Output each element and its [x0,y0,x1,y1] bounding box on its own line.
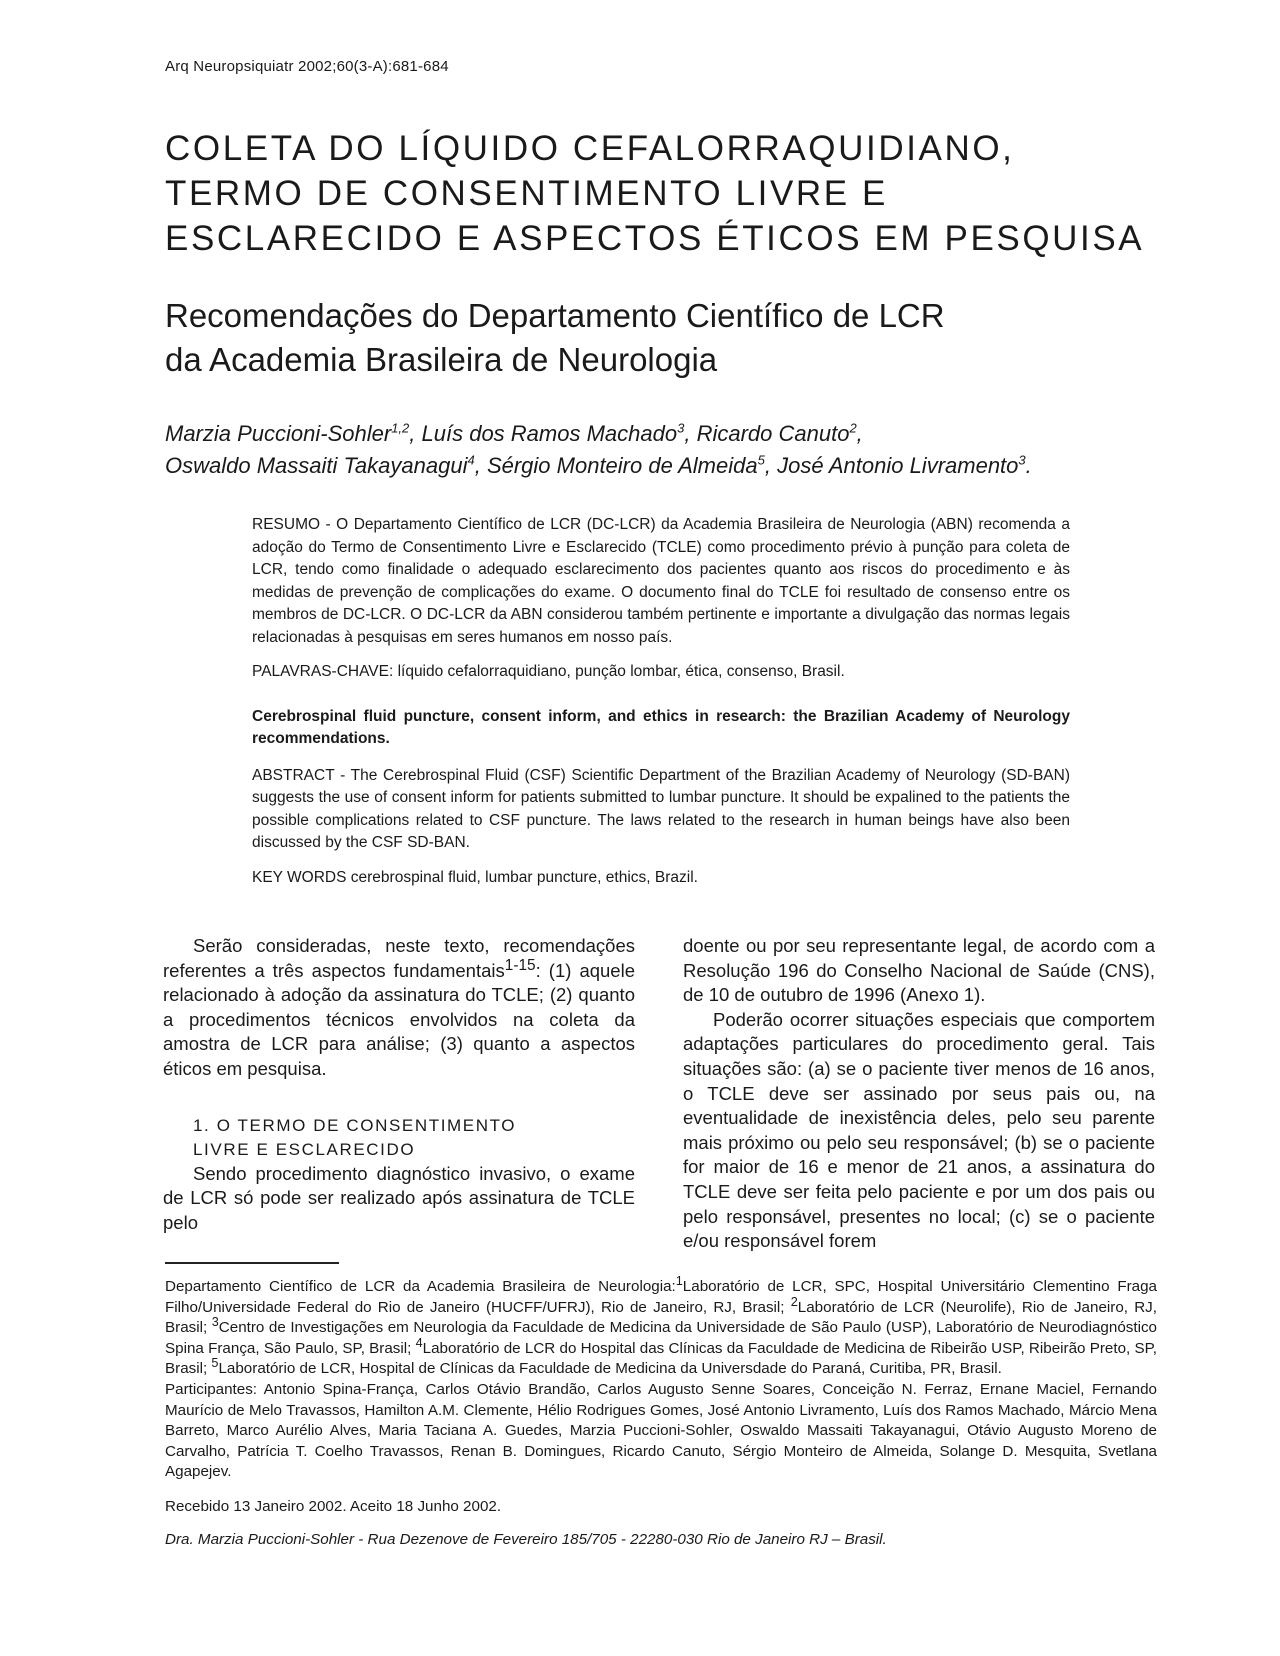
english-title: Cerebrospinal fluid puncture, consent inform, and ethics in research: the Brazilian Academy of Neurology recommendations. [252,707,1070,747]
author-line: Marzia Puccioni-Sohler$^{1,2}$, Luís dos Ramos Machado$^3$, Ricardo Canuto$^2$, [165,420,863,446]
participants: Participantes: Antonio Spina-França, Carlos Otávio Brandão, Carlos Augusto Senne Soares, Conceição N. Ferraz, Ernane Maciel, Fernando Maurício de Melo Travassos, Hamilton A.M. Clemente, Hélio Rodrigues Gomes, José Antonio Livramento, Luís dos Ramos Machado, Márcio Mena Barreto, Marco Aurélio Alves, Maria Taciana A. Guedes, Marzia Puccioni-Sohler, Oswaldo Massaiti Takayanagui, Otávio Augusto Moreno de Carvalho, Patrícia T. Coelho Travassos, Renan B. Domingues, Ricardo Canuto, Sérgio Monteiro de Almeida, Solange D. Mesquita, Svetlana Agapejev. [165,1380,1157,1481]
body-column-left [163,934,635,1235]
reference-sup: 1-15 [504,956,536,974]
author-name: Ricardo Canuto [696,421,850,446]
footnote-divider [165,1262,339,1264]
abstract-block [252,514,1070,901]
title-line: COLETA DO LÍQUIDO CEFALORRAQUIDIANO, [165,129,1015,168]
subtitle-line: Recomendações do Departamento Científico de LCR [165,297,945,334]
correspondence-address: Dra. Marzia Puccioni-Sohler - Rua Dezenove de Fevereiro 185/705 - 22280-030 Rio de Janeiro RJ – Brasil. [165,1530,887,1548]
author-line: Oswaldo Massaiti Takayanagui$^4$, Sérgio Monteiro de Almeida$^5$, José Antonio Livramento$^3$. [165,452,1032,478]
author-name: Marzia Puccioni-Sohler [165,421,392,446]
abstract-paragraph: ABSTRACT - The Cerebrospinal Fluid (CSF) Scientific Department of the Brazilian Academy of Neurology (SD-BAN) suggests the use of consent inform for patients submitted to lumbar puncture. It should be expalined to the patients the possible complications related to CSF puncture. The laws related to the research in human beings have also been discussed by the CSF SD-BAN. [252,766,1070,851]
author-name: Oswaldo Massaiti Takayanagui [165,453,468,478]
author-list [165,418,1032,482]
key-words: KEY WORDS cerebrospinal fluid, lumbar puncture, ethics, Brazil. [252,868,698,886]
body-paragraph: doente ou por seu representante legal, de acordo com a Resolução 196 do Conselho Nacional de Saúde (CNS), de 10 de outubro de 1996 (Anexo 1). [683,935,1155,1006]
author-name: Luís dos Ramos Machado [421,421,678,446]
body-paragraph: Poderão ocorrer situações especiais que comportem adaptações particulares do procedimento geral. Tais situações são: (a) se o paciente tiver menos de 16 anos, o TCLE deve ser assinado por seus pais ou, na eventualidade de inexistência deles, pelo seu parente mais próximo ou pelo seu responsável; (b) se o paciente for maior de 16 e menor de 21 anos, a assinatura do TCLE deve ser feita pelo paciente e por um dos pais ou pelo responsável, presentes no local; (c) se o paciente e/ou responsável forem [683,1008,1155,1252]
author-name: Sérgio Monteiro de Almeida [486,453,758,478]
article-subtitle [165,294,945,382]
author-affiliation-sup: 4 [467,452,475,468]
footnotes [165,1273,1157,1550]
affiliations: Departamento Científico de LCR da Academia Brasileira de Neurologia:$^1$Laboratório de LCR, SPC, Hospital Universitário Clementino Fraga Filho/Universidade Federal do Rio de Janeiro (HUCFF/UFRJ), Rio de Janeiro, RJ, Brasil; $^2$Laboratório de LCR (Neurolife), Rio de Janeiro, RJ, Brasil; $^3$Centro de Investigações em Neurologia da Faculdade de Medicina da Universidade de São Paulo (USP), Laboratório de Neurodiagnóstico Spina França, São Paulo, SP, Brasil; $^4$Laboratório de LCR do Hospital das Clínicas da Faculdade de Medicina de Ribeirão USP, Ribeirão Preto, SP, Brasil; $^5$Laboratório de LCR, Hospital de Clínicas da Faculdade de Medicina da Universdade do Paraná, Curitiba, PR, Brasil. [165,1273,1157,1378]
intro-paragraph: Serão consideradas, neste texto, recomendações referentes a três aspectos fundamentais$^{1-15}$: (1) aquele relacionado à adoção da assinatura do TCLE; (2) quanto a procedimentos técnicos envolvidos na coleta da amostra de LCR para análise; (3) quanto a aspectos éticos em pesquisa. [163,935,635,1079]
author-affiliation-sup: 1,2 [391,420,410,436]
article-title [165,126,1144,261]
author-affiliation-sup: 2 [849,420,857,436]
subtitle-line: da Academia Brasileira de Neurologia [165,341,718,378]
received-date: Recebido 13 Janeiro 2002. Aceito 18 Junho 2002. [165,1497,502,1515]
body-paragraph: Sendo procedimento diagnóstico invasivo, o exame de LCR só pode ser realizado após assinatura de TCLE pelo [163,1162,635,1233]
resumo-paragraph: RESUMO - O Departamento Científico de LCR (DC-LCR) da Academia Brasileira de Neurologia (ABN) recomenda a adoção do Termo de Consentimento Livre e Esclarecido (TCLE) como procedimento prévio à punção para coleta de LCR, tendo como finalidade o adequado esclarecimento dos pacientes quanto aos riscos do procedimento e às medidas de prevenção de complicações do exame. O documento final do TCLE foi resultado de consenso entre os membros de DC-LCR. O DC-LCR da ABN considerou também pertinente e importante a divulgação das normas legais relacionadas à pesquisas em seres humanos em nosso país. [252,516,1070,646]
section-heading: 1. O TERMO DE CONSENTIMENTO LIVRE E ESCLARECIDO [193,1115,517,1159]
palavras-chave: PALAVRAS-CHAVE: líquido cefalorraquidiano, punção lombar, ética, consenso, Brasil. [252,663,845,680]
title-line: TERMO DE CONSENTIMENTO LIVRE E [165,174,888,213]
body-column-right [683,934,1155,1254]
author-affiliation-sup: 3 [677,420,685,436]
author-name: José Antonio Livramento [777,453,1019,478]
author-affiliation-sup: 5 [757,452,765,468]
journal-citation: Arq Neuropsiquiatr 2002;60(3-A):681-684 [165,58,449,75]
title-line: ESCLARECIDO E ASPECTOS ÉTICOS EM PESQUISA [165,219,1145,258]
author-affiliation-sup: 3 [1018,452,1026,468]
